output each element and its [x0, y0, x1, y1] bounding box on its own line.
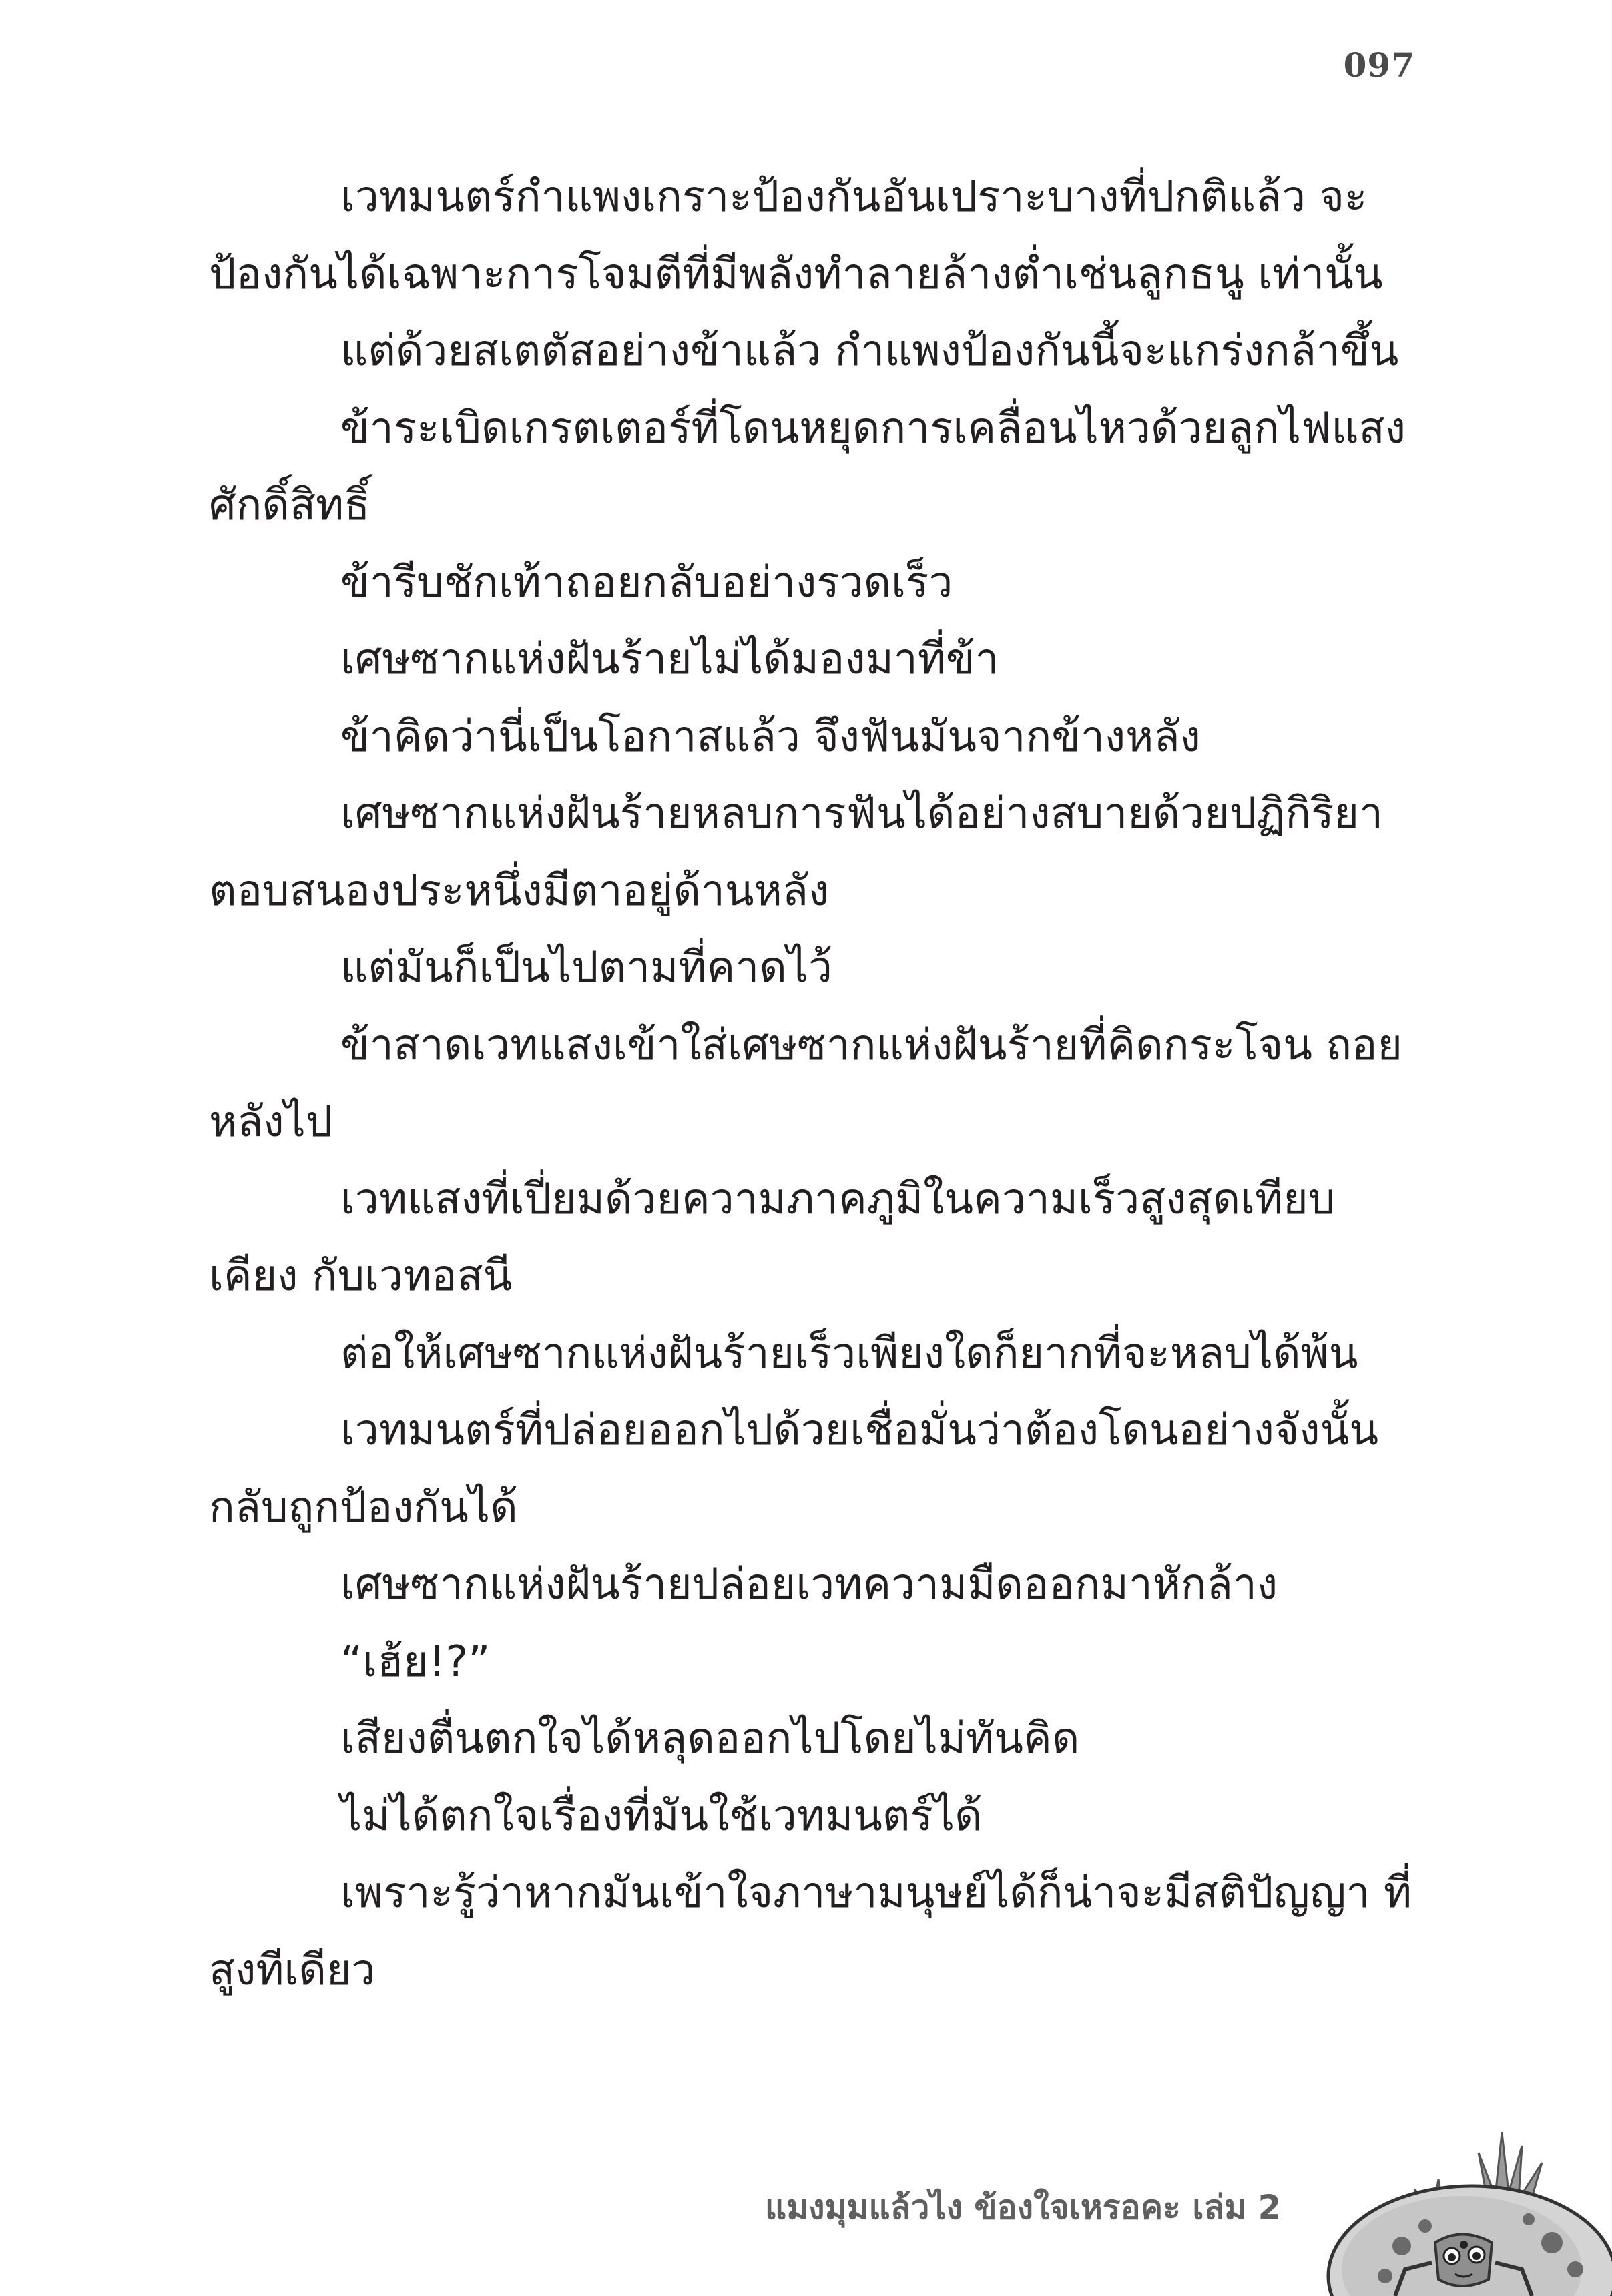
page-number: 097 — [1343, 45, 1415, 85]
spider-mascot-icon — [1288, 2126, 1612, 2296]
paragraph: ข้าคิดว่านี่เป็นโอกาสแล้ว จึงฟันมันจากข้างหลัง — [340, 711, 1201, 762]
paragraph: ข้าสาดเวทแสงเข้าใส่เศษซากแห่งฝันร้ายที่คิดกระโจน ถอยหลังไป — [209, 1020, 1402, 1147]
book-title-footer: แมงมุมแล้วไง ข้องใจเหรอคะ เล่ม 2 — [765, 2188, 1282, 2227]
paragraph: แต่มันก็เป็นไปตามที่คาดไว้ — [340, 943, 832, 992]
paragraph: ไม่ได้ตกใจเรื่องที่มันใช้เวทมนตร์ได้ — [340, 1791, 983, 1841]
chapter-body-text — [209, 159, 1417, 2009]
paragraph: เวทมนตร์ที่ปล่อยออกไปด้วยเชื่อมั่นว่าต้องโดนอย่างจังนั้น กลับถูกป้องกันได้ — [209, 1406, 1379, 1532]
paragraph: เวทมนตร์กำแพงเกราะป้องกันอันเปราะบางที่ปกติแล้ว จะป้องกันได้เฉพาะการโจมตีที่มีพลังทำลายล้างต่ำเช่นลูกธนู เท่านั้น — [209, 172, 1383, 299]
paragraph: เศษซากแห่งฝันร้ายหลบการฟันได้อย่างสบายด้วยปฏิกิริยา ตอบสนองประหนึ่งมีตาอยู่ด้านหลัง — [209, 789, 1383, 916]
paragraph: “เฮ้ย!?” — [340, 1637, 491, 1687]
paragraph: เศษซากแห่งฝันร้ายปล่อยเวทความมืดออกมาหักล้าง — [340, 1560, 1278, 1609]
paragraph: ข้าระเบิดเกรตเตอร์ที่โดนหยุดการเคลื่อนไหวด้วยลูกไฟแสง ศักดิ์สิทธิ์ — [209, 403, 1406, 530]
paragraph: ต่อให้เศษซากแห่งฝันร้ายเร็วเพียงใดก็ยากที่จะหลบได้พ้น — [340, 1328, 1358, 1378]
paragraph: เสียงตื่นตกใจได้หลุดออกไปโดยไม่ทันคิด — [340, 1714, 1080, 1763]
paragraph: เพราะรู้ว่าหากมันเข้าใจภาษามนุษย์ได้ก็น่าจะมีสติปัญญา ที่สูงทีเดียว — [209, 1868, 1412, 1995]
paragraph: แต่ด้วยสเตตัสอย่างข้าแล้ว กำแพงป้องกันนี้จะแกร่งกล้าขึ้น — [340, 326, 1399, 376]
paragraph: ข้ารีบชักเท้าถอยกลับอย่างรวดเร็ว — [340, 557, 953, 607]
paragraph: เศษซากแห่งฝันร้ายไม่ได้มองมาที่ข้า — [340, 635, 999, 684]
paragraph: เวทแสงที่เปี่ยมด้วยความภาคภูมิในความเร็วสูงสุดเทียบเคียง กับเวทอสนี — [209, 1174, 1336, 1301]
